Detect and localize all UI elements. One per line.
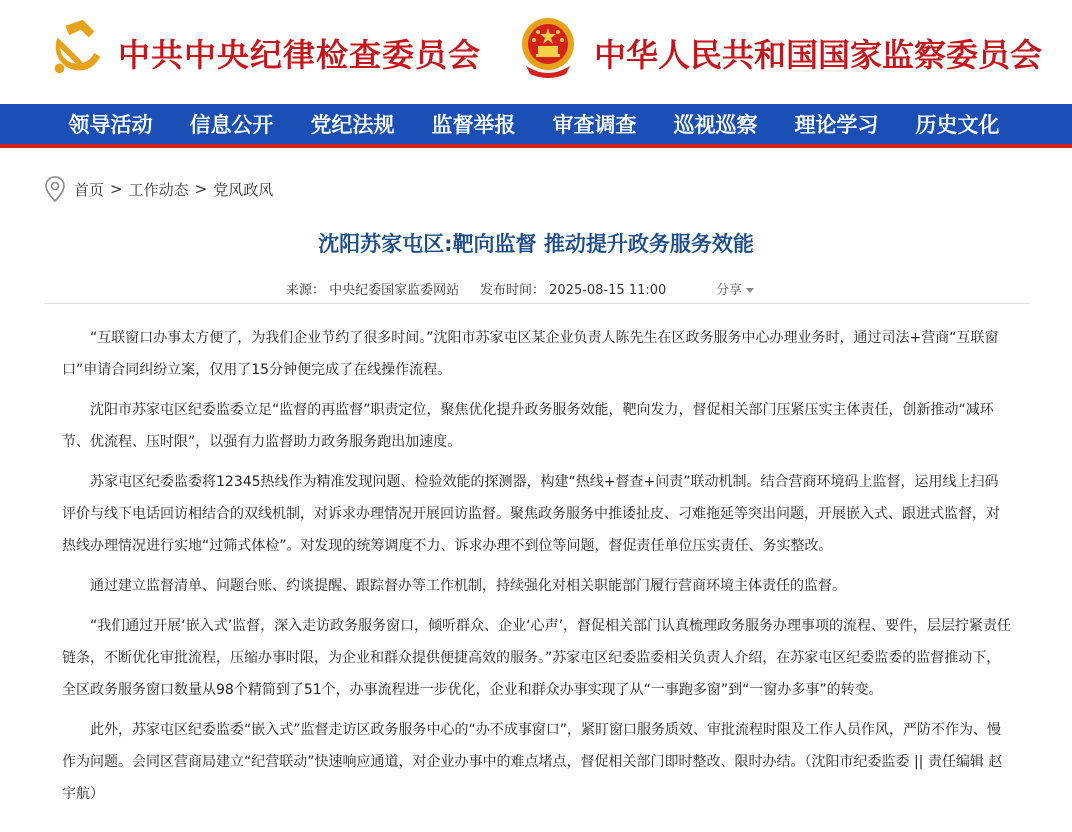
nav-item-regulations[interactable]: 党纪法规 bbox=[310, 112, 395, 137]
nav-accent-bar bbox=[0, 144, 1072, 148]
national-emblem-icon bbox=[516, 14, 580, 80]
article-paragraph: 苏家屯区纪委监委将12345热线作为精准发现问题、检验效能的探测器，构建“热线+督查+问责”联动机制。结合营商环境码上监督，运用线上扫码评价与线下电话回访相结合的双线机制，对诉求办理情况开展回访监督。聚焦政务服务中推诿扯皮、刁难拖延等突出问题，开展嵌入式、跟进式监督，对热线办理情况进行实地“过筛式体检”。对发现的统筹调度不力、诉求办理不到位等问题，督促责任单位压实责任、务实整改。 bbox=[62, 474, 1000, 554]
share-button[interactable] bbox=[716, 279, 754, 298]
article-paragraph: “互联窗口办事太方便了，为我们企业节约了很多时间。”沈阳市苏家屯区某企业负责人陈先生在区政务服务中心办理业务时，通过司法+营商“互联窗口”申请合同纠纷立案，仅用了15分钟便完成了在线操作流程。 bbox=[62, 330, 999, 378]
nav-item-report[interactable]: 监督举报 bbox=[431, 112, 516, 137]
divider bbox=[44, 303, 1030, 304]
nav-item-disclosure[interactable]: 信息公开 bbox=[189, 112, 274, 137]
chevron-down-icon bbox=[746, 288, 754, 293]
article-paragraph: 此外，苏家屯区纪委监委“嵌入式”监督走访区政务服务中心的“办不成事窗口”，紧盯窗口服务质效、审批流程时限及工作人员作风，严防不作为、慢作为问题。会同区营商局建立“纪营联动”快速响应通道，对企业办事中的难点堵点，督促相关部门即时整改、限时办结。（沈阳市纪委监委 || 责任编辑 赵宇航） bbox=[62, 722, 1003, 802]
article-paragraph: “我们通过开展‘嵌入式’监督，深入走访政务服务窗口，倾听群众、企业‘心声’，督促相关部门认真梳理政务服务办理事项的流程、要件，层层拧紧责任链条，不断优化审批流程，压缩办事时限，为企业和群众提供便捷高效的服务。”苏家屯区纪委监委相关负责人介绍，在苏家屯区纪委监委的监督推动下，全区政务服务窗口数量从98个精简到了51个，办事流程进一步优化，企业和群众办事实现了从“一事跑多窗”到“一窗办多事”的转变。 bbox=[62, 618, 1012, 698]
share-label: 分享 bbox=[716, 283, 743, 298]
breadcrumb-separator: > bbox=[194, 180, 208, 198]
nav-item-theory[interactable]: 理论学习 bbox=[794, 112, 879, 137]
nav-item-leadership[interactable]: 领导活动 bbox=[68, 112, 153, 137]
breadcrumb-work-news[interactable]: 工作动态 bbox=[128, 180, 189, 199]
nav-item-inspection[interactable]: 巡视巡察 bbox=[673, 112, 758, 137]
breadcrumb-conduct[interactable]: 党风政风 bbox=[213, 180, 274, 199]
article-source: 来源： 中央纪委国家监委网站 bbox=[286, 283, 460, 298]
nav-item-investigation[interactable]: 审查调查 bbox=[552, 112, 637, 137]
article-paragraph: 沈阳市苏家屯区纪委监委立足“监督的再监督”职责定位，聚焦优化提升政务服务效能，靶向发力，督促相关部门压紧压实主体责任，创新推动“减环节、优流程、压时限”，以强有力监督助力政务服务跑出加速度。 bbox=[62, 402, 994, 450]
article-body bbox=[62, 322, 1012, 818]
breadcrumb-separator: > bbox=[110, 180, 123, 198]
article-publish-time: 发布时间： 2025-08-15 11:00 bbox=[480, 283, 667, 298]
main-nav bbox=[0, 104, 1072, 144]
article-paragraph: 通过建立监督清单、问题台账、约谈提醒、跟踪督办等工作机制，持续强化对相关职能部门履行营商环境主体责任的监督。 bbox=[90, 578, 846, 594]
site-header bbox=[0, 0, 1072, 104]
location-pin-icon bbox=[44, 176, 66, 202]
nav-item-history[interactable]: 历史文化 bbox=[915, 112, 1000, 137]
article-title: 沈阳苏家屯区:靶向监督 推动提升政务服务效能 bbox=[318, 232, 754, 256]
breadcrumb bbox=[44, 176, 273, 202]
party-emblem-icon bbox=[44, 16, 106, 78]
breadcrumb-home[interactable]: 首页 bbox=[74, 180, 105, 199]
cpc-commission-title[interactable]: 中共中央纪律检查委员会 bbox=[118, 36, 482, 74]
state-commission-title[interactable]: 中华人民共和国国家监察委员会 bbox=[594, 36, 1043, 74]
